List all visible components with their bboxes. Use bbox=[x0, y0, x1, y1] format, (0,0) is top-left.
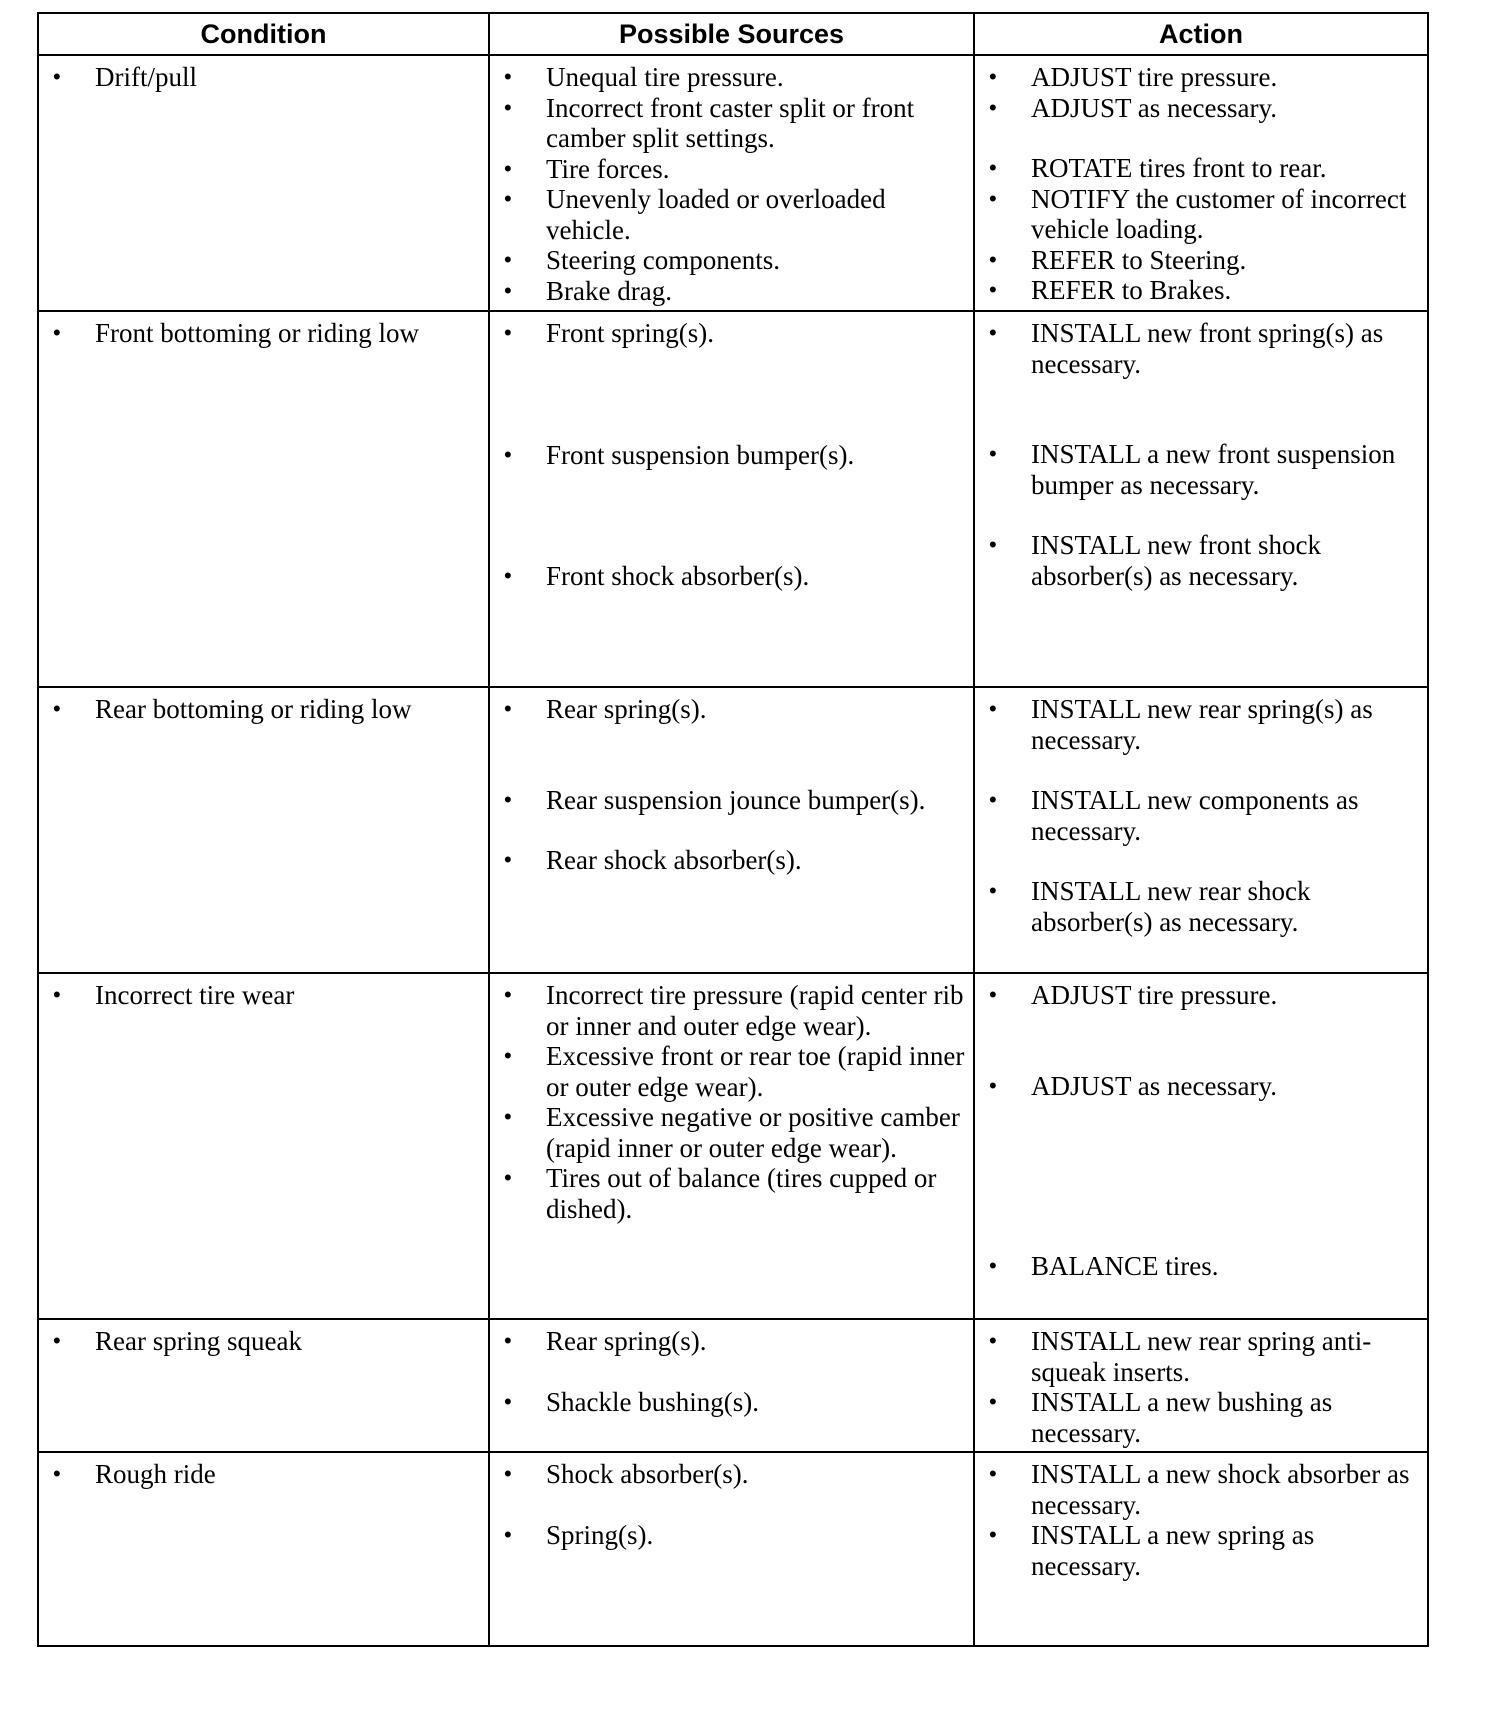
action-item: • ADJUST tire pressure. bbox=[987, 980, 1419, 1011]
action-cell bbox=[974, 687, 1428, 973]
action-item: • REFER to Steering. bbox=[987, 245, 1419, 276]
source-item: • Front shock absorber(s). bbox=[502, 561, 965, 592]
action-item: • ADJUST as necessary. bbox=[987, 1071, 1419, 1102]
sources-cell bbox=[489, 55, 974, 311]
action-item: • INSTALL new components as necessary. bbox=[987, 785, 1419, 846]
source-item: • Rear spring(s). bbox=[502, 1326, 965, 1357]
condition-text: • Front bottoming or riding low bbox=[51, 318, 480, 349]
source-item: • Incorrect front caster split or front camber split settings. bbox=[502, 93, 965, 154]
condition-cell bbox=[38, 311, 489, 687]
action-item: • ROTATE tires front to rear. bbox=[987, 153, 1419, 184]
table-row bbox=[38, 973, 1428, 1319]
action-item: • INSTALL a new spring as necessary. bbox=[987, 1520, 1419, 1581]
table-row bbox=[38, 1452, 1428, 1646]
source-item: • Unevenly loaded or overloaded vehicle. bbox=[502, 184, 965, 245]
source-item: • Rear suspension jounce bumper(s). bbox=[502, 785, 965, 816]
action-item: • INSTALL new front spring(s) as necessary. bbox=[987, 318, 1419, 379]
header-possible-sources: Possible Sources bbox=[489, 13, 974, 55]
action-item: • ADJUST tire pressure. bbox=[987, 62, 1419, 93]
source-item: • Front spring(s). bbox=[502, 318, 965, 349]
action-item: • BALANCE tires. bbox=[987, 1251, 1419, 1282]
action-cell bbox=[974, 1319, 1428, 1452]
condition-cell bbox=[38, 1452, 489, 1646]
header-row bbox=[38, 13, 1428, 55]
table-row bbox=[38, 687, 1428, 973]
action-cell bbox=[974, 973, 1428, 1319]
source-item: • Shackle bushing(s). bbox=[502, 1387, 965, 1418]
source-item: • Tires out of balance (tires cupped or dished). bbox=[502, 1163, 965, 1224]
action-cell bbox=[974, 1452, 1428, 1646]
source-item: • Rear spring(s). bbox=[502, 694, 965, 725]
action-item: • INSTALL a new front suspension bumper as necessary. bbox=[987, 439, 1419, 500]
condition-text: • Drift/pull bbox=[51, 62, 480, 93]
source-item: • Tire forces. bbox=[502, 154, 965, 185]
header-action: Action bbox=[974, 13, 1428, 55]
condition-cell bbox=[38, 687, 489, 973]
condition-text: • Rear bottoming or riding low bbox=[51, 694, 480, 725]
sources-cell bbox=[489, 311, 974, 687]
condition-cell bbox=[38, 1319, 489, 1452]
source-item: • Brake drag. bbox=[502, 276, 965, 307]
source-item: • Excessive front or rear toe (rapid inner or outer edge wear). bbox=[502, 1041, 965, 1102]
action-item: • INSTALL new rear shock absorber(s) as necessary. bbox=[987, 876, 1419, 937]
condition-cell bbox=[38, 973, 489, 1319]
condition-text: • Rough ride bbox=[51, 1459, 480, 1490]
source-item: • Spring(s). bbox=[502, 1520, 965, 1551]
table-row bbox=[38, 55, 1428, 311]
action-item: • REFER to Brakes. bbox=[987, 275, 1419, 306]
source-item: • Rear shock absorber(s). bbox=[502, 845, 965, 876]
sources-cell bbox=[489, 1452, 974, 1646]
condition-text: • Incorrect tire wear bbox=[51, 980, 480, 1011]
action-item: • ADJUST as necessary. bbox=[987, 93, 1419, 124]
source-item: • Excessive negative or positive camber (rapid inner or outer edge wear). bbox=[502, 1102, 965, 1163]
table-row bbox=[38, 311, 1428, 687]
source-item: • Steering components. bbox=[502, 245, 965, 276]
source-item: • Unequal tire pressure. bbox=[502, 62, 965, 93]
action-item: • INSTALL a new shock absorber as necessary. bbox=[987, 1459, 1419, 1520]
sources-cell bbox=[489, 1319, 974, 1452]
action-cell bbox=[974, 55, 1428, 311]
sources-cell bbox=[489, 973, 974, 1319]
table-row bbox=[38, 1319, 1428, 1452]
diagnosis-table bbox=[37, 12, 1429, 1647]
action-item: • NOTIFY the customer of incorrect vehicle loading. bbox=[987, 184, 1419, 245]
source-item: • Front suspension bumper(s). bbox=[502, 440, 965, 471]
header-condition: Condition bbox=[38, 13, 489, 55]
action-item: • INSTALL a new bushing as necessary. bbox=[987, 1387, 1419, 1448]
action-item: • INSTALL new rear spring(s) as necessary. bbox=[987, 694, 1419, 755]
action-cell bbox=[974, 311, 1428, 687]
action-item: • INSTALL new rear spring anti-squeak inserts. bbox=[987, 1326, 1419, 1387]
source-item: • Shock absorber(s). bbox=[502, 1459, 965, 1490]
condition-cell bbox=[38, 55, 489, 311]
condition-text: • Rear spring squeak bbox=[51, 1326, 480, 1357]
source-item: • Incorrect tire pressure (rapid center rib or inner and outer edge wear). bbox=[502, 980, 965, 1041]
sources-cell bbox=[489, 687, 974, 973]
action-item: • INSTALL new front shock absorber(s) as necessary. bbox=[987, 530, 1419, 591]
